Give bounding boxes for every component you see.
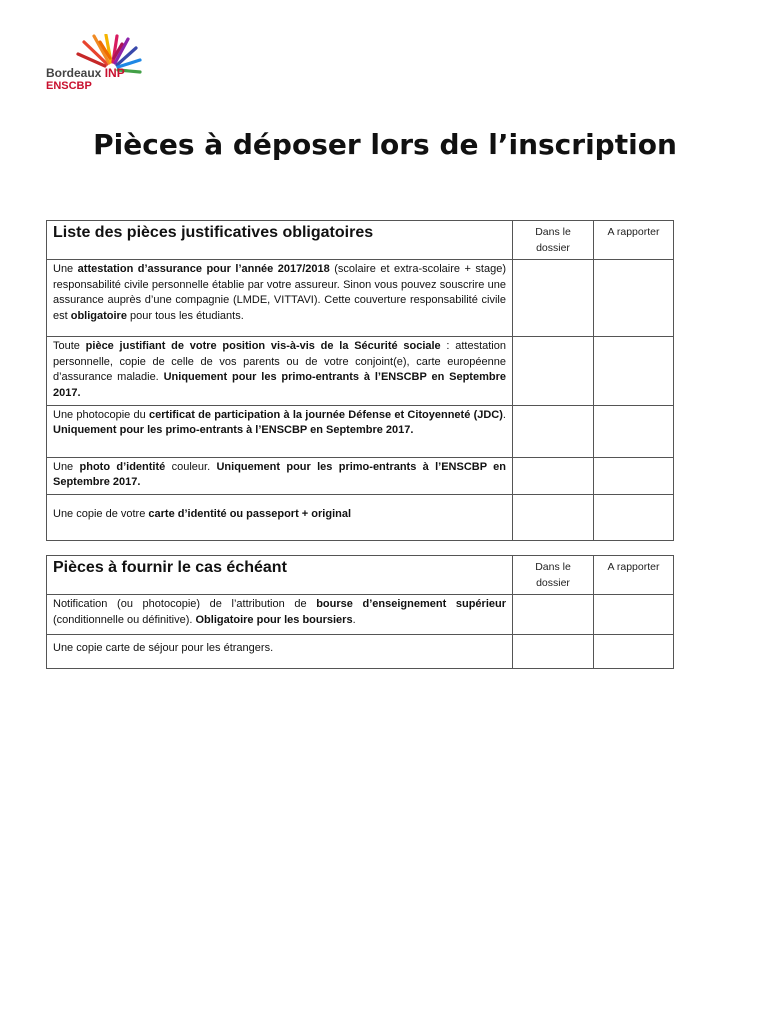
row-description — [47, 595, 513, 635]
bold-text-segment: Uniquement pour les primo-entrants à l’ENSCBP en Septembre 2017. — [53, 424, 414, 437]
text-segment: Une copie carte de séjour pour les étrangers. — [53, 642, 274, 655]
column-header-dossier: Dans le dossier — [513, 556, 594, 595]
table-row — [47, 494, 674, 540]
column-header-dossier: Dans le dossier — [513, 221, 594, 260]
row-description — [47, 635, 513, 669]
text-segment: Toute — [53, 340, 86, 353]
bold-text-segment: attestation d’assurance pour l’année 2017/2018 — [77, 263, 330, 276]
text-segment: (scolaire et extra-scolaire + stage) responsabilité civile personnelle établie par votre assureur. Sinon vous pouvez souscrire une assurance auprès d’une compagnie (LMDE, VITTAVI). Cette couverture responsabilité civile est — [53, 263, 506, 322]
table-row — [47, 457, 674, 494]
text-segment: Une photocopie du — [53, 408, 150, 421]
table-row — [47, 260, 674, 337]
bold-text-segment: certificat de participation à la journée Défense et Citoyenneté (JDC) — [149, 408, 503, 421]
column-header-rapporter: A rapporter — [594, 221, 674, 260]
row-description — [47, 260, 513, 337]
check-cell-rapporter[interactable] — [594, 260, 674, 337]
text-segment: pour tous les étudiants. — [126, 309, 244, 322]
check-cell-dossier[interactable] — [513, 635, 594, 669]
table-row — [47, 337, 674, 405]
bold-text-segment: photo d’identité — [79, 460, 166, 473]
text-segment: Une copie de votre — [53, 507, 149, 520]
table-heading: Pièces à fournir le cas échéant — [47, 556, 513, 595]
bold-text-segment: carte d’identité ou passeport + original — [148, 507, 352, 520]
row-description — [47, 494, 513, 540]
table-row — [47, 635, 674, 669]
bold-text-segment: Uniquement pour les primo-entrants à l’ENSCBP en Septembre 2017. — [53, 371, 506, 399]
check-cell-rapporter[interactable] — [594, 337, 674, 405]
text-segment: : attestation personnelle, copie de celle de vos parents ou de votre conjoint(e), carte européenne d’assurance maladie. — [53, 340, 506, 384]
check-cell-dossier[interactable] — [513, 494, 594, 540]
check-cell-rapporter[interactable] — [594, 494, 674, 540]
column-header-rapporter: A rapporter — [594, 556, 674, 595]
check-cell-dossier[interactable] — [513, 337, 594, 405]
table-row — [47, 595, 674, 635]
row-description — [47, 405, 513, 457]
text-segment: couleur. — [165, 460, 217, 473]
bold-text-segment: bourse d’enseignement supérieur — [316, 598, 506, 611]
check-cell-rapporter[interactable] — [594, 595, 674, 635]
text-segment: Une — [53, 263, 78, 276]
check-cell-rapporter[interactable] — [594, 457, 674, 494]
text-segment: . — [502, 408, 506, 421]
table-heading: Liste des pièces justificatives obligatoires — [47, 221, 513, 260]
text-segment: . — [352, 613, 356, 626]
check-cell-dossier[interactable] — [513, 260, 594, 337]
table-row — [47, 405, 674, 457]
bordeaux-inp-logo — [38, 34, 148, 114]
logo-text-bordeaux-inp: Bordeaux INP — [46, 66, 125, 80]
table-header-row — [47, 556, 674, 595]
text-segment: (conditionnelle ou définitive). — [53, 613, 196, 626]
text-segment: Notification (ou photocopie) de l’attribution de — [53, 598, 317, 611]
check-cell-dossier[interactable] — [513, 595, 594, 635]
page-title: Pièces à déposer lors de l’inscription — [93, 128, 677, 161]
check-cell-rapporter[interactable] — [594, 405, 674, 457]
check-cell-dossier[interactable] — [513, 457, 594, 494]
bold-text-segment: Obligatoire pour les boursiers — [195, 613, 353, 626]
optional-documents-table — [46, 555, 674, 669]
text-segment: Une — [53, 460, 80, 473]
row-description — [47, 337, 513, 405]
check-cell-rapporter[interactable] — [594, 635, 674, 669]
row-description — [47, 457, 513, 494]
logo-text-enscbp: ENSCBP — [46, 80, 92, 92]
bold-text-segment: pièce justifiant de votre position vis-à-vis de la Sécurité sociale — [85, 340, 441, 353]
check-cell-dossier[interactable] — [513, 405, 594, 457]
bold-text-segment: Uniquement pour les primo-entrants à l’ENSCBP en Septembre 2017. — [53, 460, 507, 489]
mandatory-documents-table — [46, 220, 674, 541]
table-header-row — [47, 221, 674, 260]
bold-text-segment: obligatoire — [70, 309, 127, 322]
